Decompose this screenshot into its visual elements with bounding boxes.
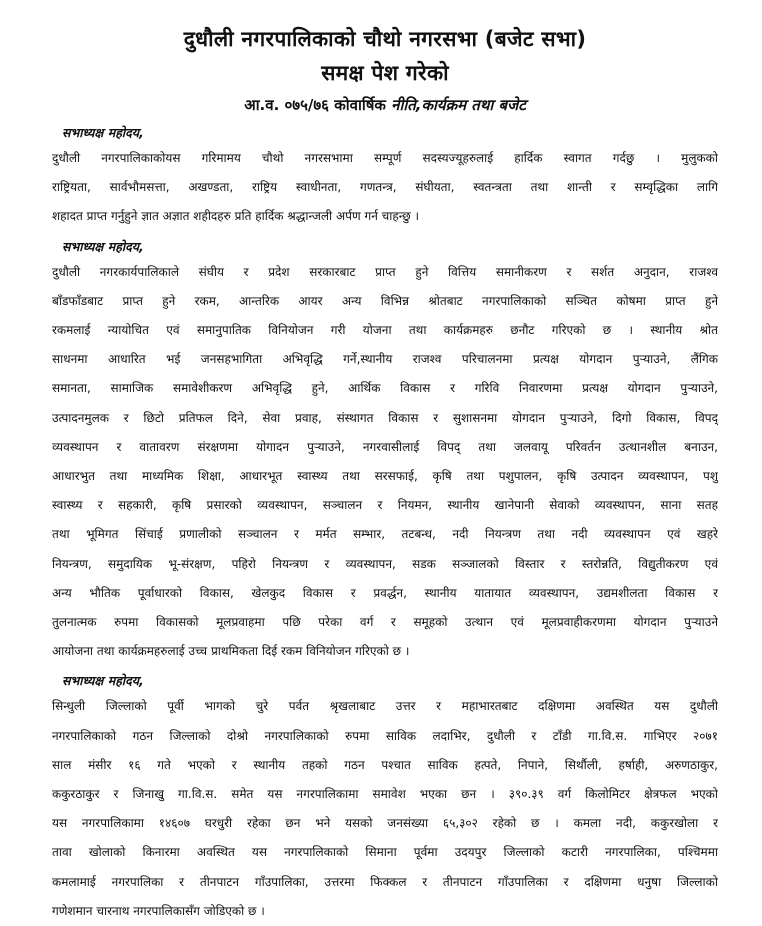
document-title-line-2: समक्ष पेश गरेको [321,61,449,85]
paragraph-2-line: स्वास्थ्य र सहकारी, कृषि प्रसारको व्यवस्थापन, सञ्चालन र नियमन, स्थानीय खानेपानी सेवाको व्यवस्थापन, साना सतह [52,498,718,513]
paragraph-3-line: यस नगरपालिकामा १४६०७ घरधुरी रहेका छन भने यसको जनसंख्या ६५,३०२ रहेको छ । कमला नदी, ककुरखोला र [52,816,718,831]
paragraph-1-line: राष्ट्रियता, सार्वभौमसत्ता, अखण्डता, राष्ट्रिय स्वाधीनता, गणतन्त्र, संघीयता, स्वतन्त्रता तथा शान्ती र सम्वृद्धिका लागि [52,180,718,195]
paragraph-3-line: ककुरठाकुर र जिनाखु गा.वि.स. समेत यस नगरपालिकामा समावेश भएका छन । ३९०.३९ वर्ग किलोमिटर क्षेत्रफल भएको [52,787,718,802]
paragraph-1-line: शहादत प्राप्त गर्नुहुने ज्ञात अज्ञात शहीदहरु प्रति हार्दिक श्रद्धान्जली अर्पण गर्न चाहन्छु । [52,209,419,224]
salutation-3: सभाध्यक्ष महोदय, [62,673,144,689]
subtitle-topic: नीति,कार्यक्रम तथा बजेट [391,96,526,114]
paragraph-3-line: गणेशमान चारनाथ नगरपालिकासँग जोडिएको छ । [52,903,265,918]
paragraph-2-line: दुधौली नगरकार्यपालिकाले संघीय र प्रदेश सरकारबाट प्राप्त हुने वित्तिय समानीकरण र सर्शत अनुदान, राजश्व [52,264,718,279]
section-2 [52,236,718,667]
paragraph-2-line: रकमलाई न्यायोचित एवं समानुपातिक विनियोजन गरी योजना तथा कार्यक्रमहरु छनौट गरिएको छ । स्थानीय श्रोत [52,323,718,338]
paragraph-3-line: सिन्धुली जिल्लाको पूर्वी भागको चुरे पर्वत श्रृखलाबाट उत्तर र महाभारतबाट दक्षिणमा अवस्थित यस दुधौली [52,699,718,714]
paragraph-2-line: बाँडफाँडबाट प्राप्त हुने रकम, आन्तरिक आयर अन्य विभिन्न श्रोतबाट नगरपालिकाको सञ्चित कोषमा प्राप्त हुने [52,293,718,308]
paragraph-2-line: समानता, सामाजिक समावेशीकरण अभिवृद्धि हुने, आर्थिक विकास र गरिवि निवारणमा प्रत्यक्ष योगदान पुर्‍याउने, [52,381,718,396]
paragraph-2-line: उत्पादनमुलक र छिटो प्रतिफल दिने, सेवा प्रवाह, संस्थागत विकास र सुशासनमा योगदान पुर्‍याउने, दिगो विकास, विपद् [52,410,718,425]
salutation-2: सभाध्यक्ष महोदय, [62,238,144,254]
paragraph-2-line: तथा भूमिगत सिंचाई प्रणालीको सञ्चालन र मर्मत सम्भार, तटबन्ध, नदी नियन्त्रण तथा नदी व्यवस्थापन एवं खहरे [52,527,718,542]
paragraph-1-line: दुधौली नगरपालिकाकोयस गरिमामय चौथो नगरसभामा सम्पूर्ण सदस्यज्यूहरुलाई हार्दिक स्वागत गर्दछु । मुलुकको [52,151,718,165]
paragraph-3-line: साल मंसीर १६ गते भएको र स्थानीय तहको गठन पश्चात साविक हत्पते, निपाने, सिर्थौली, हर्षाही, अरुणठाकुर, [52,757,718,772]
paragraph-1 [52,144,718,232]
salutation-1: सभाध्यक्ष महोदय, [62,125,144,140]
paragraph-3-line: तावा खोलाको किनारमा अवस्थित यस नगरपालिकाको सिमाना पूर्वमा उदयपुर जिल्लाको कटारी नगरपालिका, पश्चिममा [52,845,718,860]
document-subtitle [52,92,718,118]
paragraph-2-line: साधनमा आधारित भई जनसहभागिता अभिवृद्धि गर्ने,स्थानीय राजश्व परिचालनमा प्रत्यक्ष योगदान पुर्‍याउने, लैंगिक [52,352,718,367]
section-3 [52,670,718,926]
paragraph-2-line: नियन्त्रण, समुदायिक भू-संरक्षण, पहिरो नियन्त्रण र व्यवस्थापन, सडक सञ्जालको विस्तार र स्तरोन्नति, विद्युतीकरण एवं [52,556,718,571]
paragraph-3 [52,692,718,926]
subtitle-fiscal-year: आ.व. ०७५/७६ कोवार्षिक [244,96,392,114]
paragraph-2-line: व्यवस्थापन र वातावरण संरक्षणमा योगादन पुर्‍याउने, नगरवासीलाई विपद् तथा जलवायू परिवर्तन उत्थानशील बनाउन, [52,439,718,454]
paragraph-2 [52,258,718,667]
paragraph-3-line: कमलामाई नगरपालिका र तीनपाटन गाँउपालिका, उत्तरमा फिक्कल र तीनपाटन गाँउपालिका र दक्षिणमा धनुषा जिल्लाको [52,874,718,889]
paragraph-2-line: आधारभुत तथा माध्यमिक शिक्षा, आधारभूत स्वास्थ्य तथा सरसफाई, कृषि तथा पशुपालन, कृषि उत्पादन व्यवस्थापन, पशु [52,469,718,484]
paragraph-2-line: तुलनात्मक रुपमा विकासको मूलप्रवाहमा पछि परेका वर्ग र समूहको उत्थान एवं मूलप्रवाहीकरणमा योगदान पुर्‍याउने [52,615,718,630]
paragraph-2-line: आयोजना तथा कार्यक्रमहरुलाई उच्च प्राथमिकता दिई रकम विनियोजन गरिएको छ । [52,644,410,659]
paragraph-2-line: अन्य भौतिक पूर्वाधारको विकास, खेलकुद विकास र प्रवर्द्धन, स्थानीय यातायात व्यवस्थापन, उद्यमशीलता विकास र [52,585,718,600]
section-1 [52,122,718,232]
paragraph-3-line: नगरपालिकाको गठन जिल्लाको दोश्रो नगरपालिकाको रुपमा साविक लदाभिर, दुधौली र टाँडी गा.वि.स. गाभिएर २०७१ [52,728,718,743]
document-title-line-1: दुधौली नगरपालिकाको चौथो नगरसभा (बजेट सभा) [183,27,587,51]
